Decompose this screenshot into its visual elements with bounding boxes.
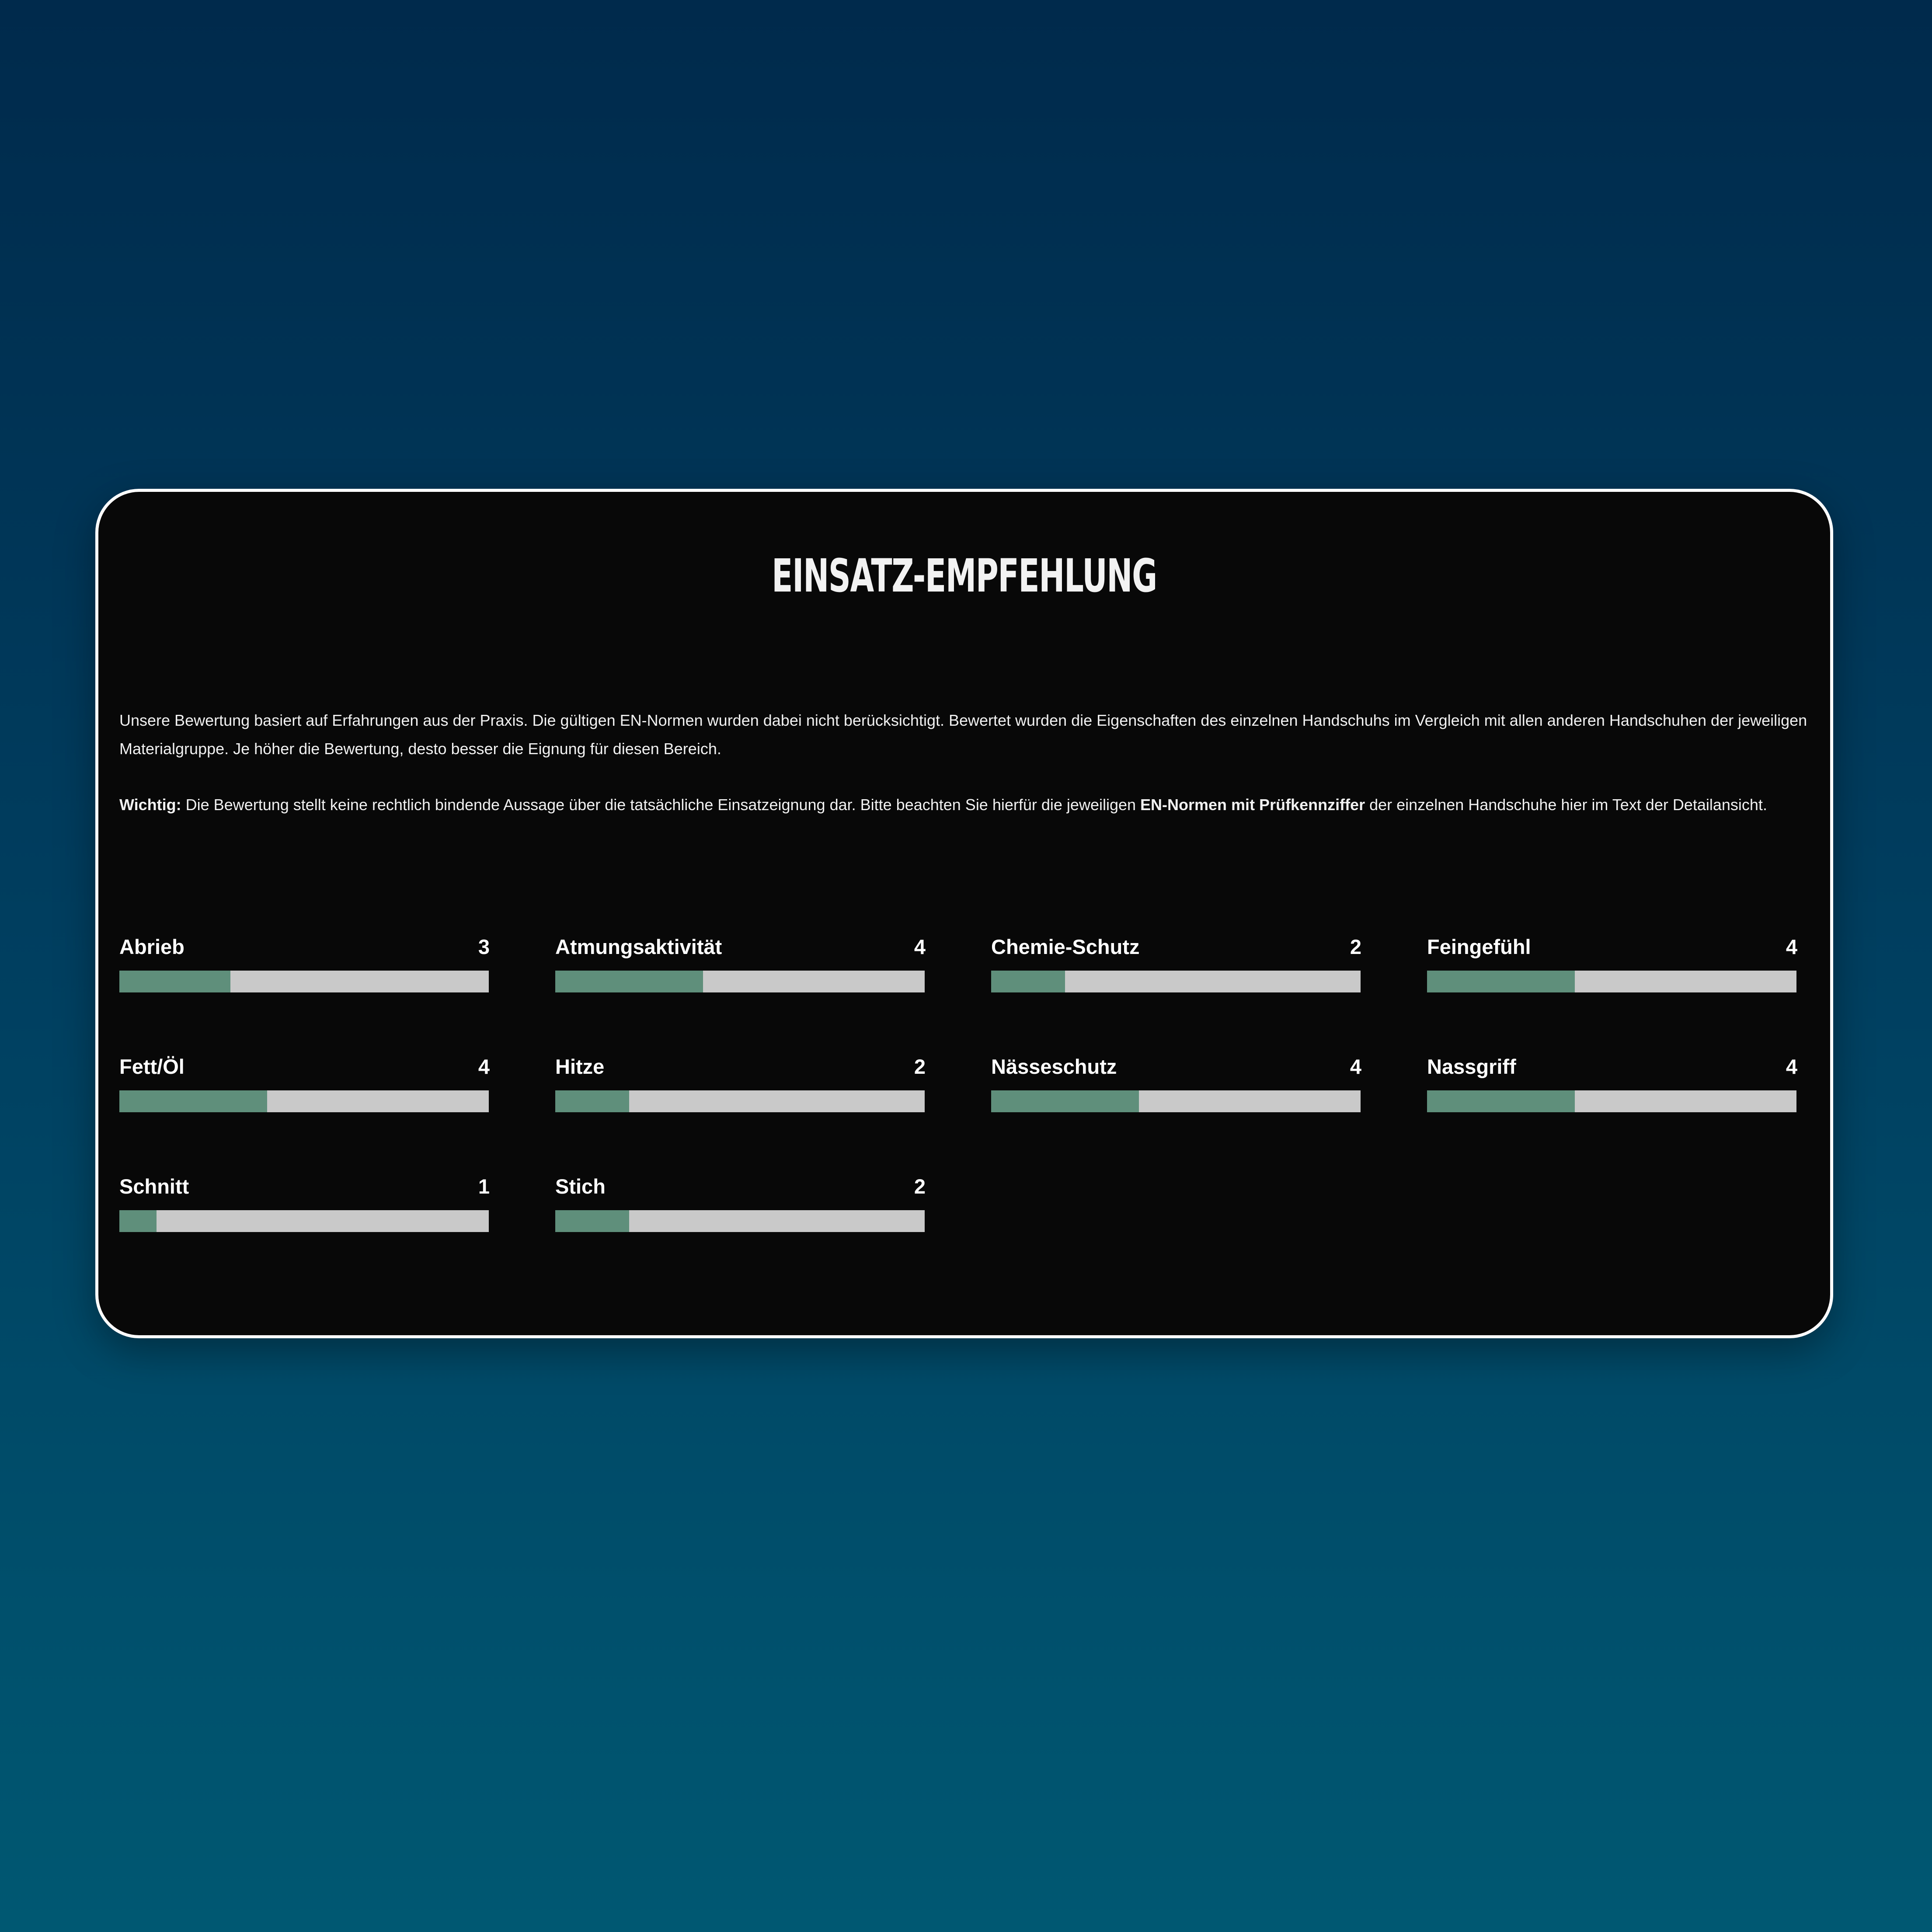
rating-value: 4 bbox=[1786, 1055, 1797, 1078]
rating-value: 4 bbox=[1350, 1055, 1361, 1078]
rating-abrieb bbox=[119, 925, 489, 992]
rating-bar-fill bbox=[1427, 1090, 1575, 1112]
rating-bar-track bbox=[1427, 1090, 1796, 1112]
rating-label: Nassgriff bbox=[1427, 1055, 1516, 1078]
rating-value: 2 bbox=[914, 1055, 926, 1078]
rating-value: 2 bbox=[1350, 935, 1361, 958]
rating-value: 2 bbox=[914, 1174, 926, 1198]
rating-bar-track bbox=[555, 1210, 925, 1232]
rating-chemie-schutz bbox=[991, 925, 1361, 992]
rating-bar-fill bbox=[1427, 971, 1575, 992]
rating-value: 1 bbox=[478, 1174, 490, 1198]
rating-value: 4 bbox=[478, 1055, 490, 1078]
rating-label: Stich bbox=[555, 1174, 606, 1198]
rating-bar-track bbox=[1427, 971, 1796, 992]
rating-bar-fill bbox=[119, 1210, 157, 1232]
rating-label: Nässeschutz bbox=[991, 1055, 1117, 1078]
rating-value: 4 bbox=[914, 935, 926, 958]
rating-label: Abrieb bbox=[119, 935, 184, 958]
rating-label: Hitze bbox=[555, 1055, 605, 1078]
rating-bar-fill bbox=[991, 971, 1065, 992]
rating-bar-fill bbox=[119, 1090, 267, 1112]
rating-nassgriff bbox=[1427, 1044, 1796, 1112]
rating-bar-track bbox=[991, 971, 1361, 992]
recommendation-card bbox=[95, 489, 1833, 1338]
rating-bar-fill bbox=[555, 1210, 629, 1232]
rating-label: Atmungsaktivität bbox=[555, 935, 722, 958]
rating-naesseschutz bbox=[991, 1044, 1361, 1112]
ratings-grid bbox=[119, 925, 1796, 1232]
rating-bar-fill bbox=[555, 971, 703, 992]
rating-feingefuehl bbox=[1427, 925, 1796, 992]
rating-bar-fill bbox=[119, 971, 230, 992]
rating-fett-oel bbox=[119, 1044, 489, 1112]
rating-value: 3 bbox=[478, 935, 490, 958]
rating-value: 4 bbox=[1786, 935, 1797, 958]
rating-schnitt bbox=[119, 1164, 489, 1232]
rating-bar-track bbox=[991, 1090, 1361, 1112]
important-label: Wichtig: bbox=[119, 796, 181, 814]
section-title: EINSATZ-EMPFEHLUNG bbox=[772, 549, 1157, 602]
rating-bar-fill bbox=[555, 1090, 629, 1112]
important-text-after: der einzelnen Handschuhe hier im Text der Detailansicht. bbox=[1365, 796, 1767, 814]
en-norm-emphasis: EN-Normen mit Prüfkennziffer bbox=[1140, 796, 1365, 814]
rating-label: Chemie-Schutz bbox=[991, 935, 1140, 958]
intro-text: Unsere Bewertung basiert auf Erfahrungen aus der Praxis. Die gültigen EN-Normen wurden dabei nicht berücksichtigt. Bewertet wurden die Eigenschaften des einzelnen Handschuhs im Vergleich mit allen anderen Handschuhen der jeweiligen Materialgruppe. Je höher die Bewertung, desto besser die Eignung für diesen Bereich. bbox=[119, 711, 1807, 758]
rating-label: Schnitt bbox=[119, 1174, 189, 1198]
rating-bar-track bbox=[119, 1210, 489, 1232]
rating-bar-track bbox=[119, 1090, 489, 1112]
rating-atmungsaktivitaet bbox=[555, 925, 925, 992]
important-text-before: Die Bewertung stellt keine rechtlich bindende Aussage über die tatsächliche Einsatzeignung dar. Bitte beachten Sie hierfür die jeweiligen bbox=[181, 796, 1141, 814]
rating-hitze bbox=[555, 1044, 925, 1112]
important-note bbox=[119, 790, 1820, 819]
rating-bar-track bbox=[119, 971, 489, 992]
rating-stich bbox=[555, 1164, 925, 1232]
rating-bar-track bbox=[555, 971, 925, 992]
rating-bar-track bbox=[555, 1090, 925, 1112]
rating-bar-fill bbox=[991, 1090, 1139, 1112]
rating-label: Fett/Öl bbox=[119, 1055, 184, 1078]
rating-label: Feingefühl bbox=[1427, 935, 1531, 958]
